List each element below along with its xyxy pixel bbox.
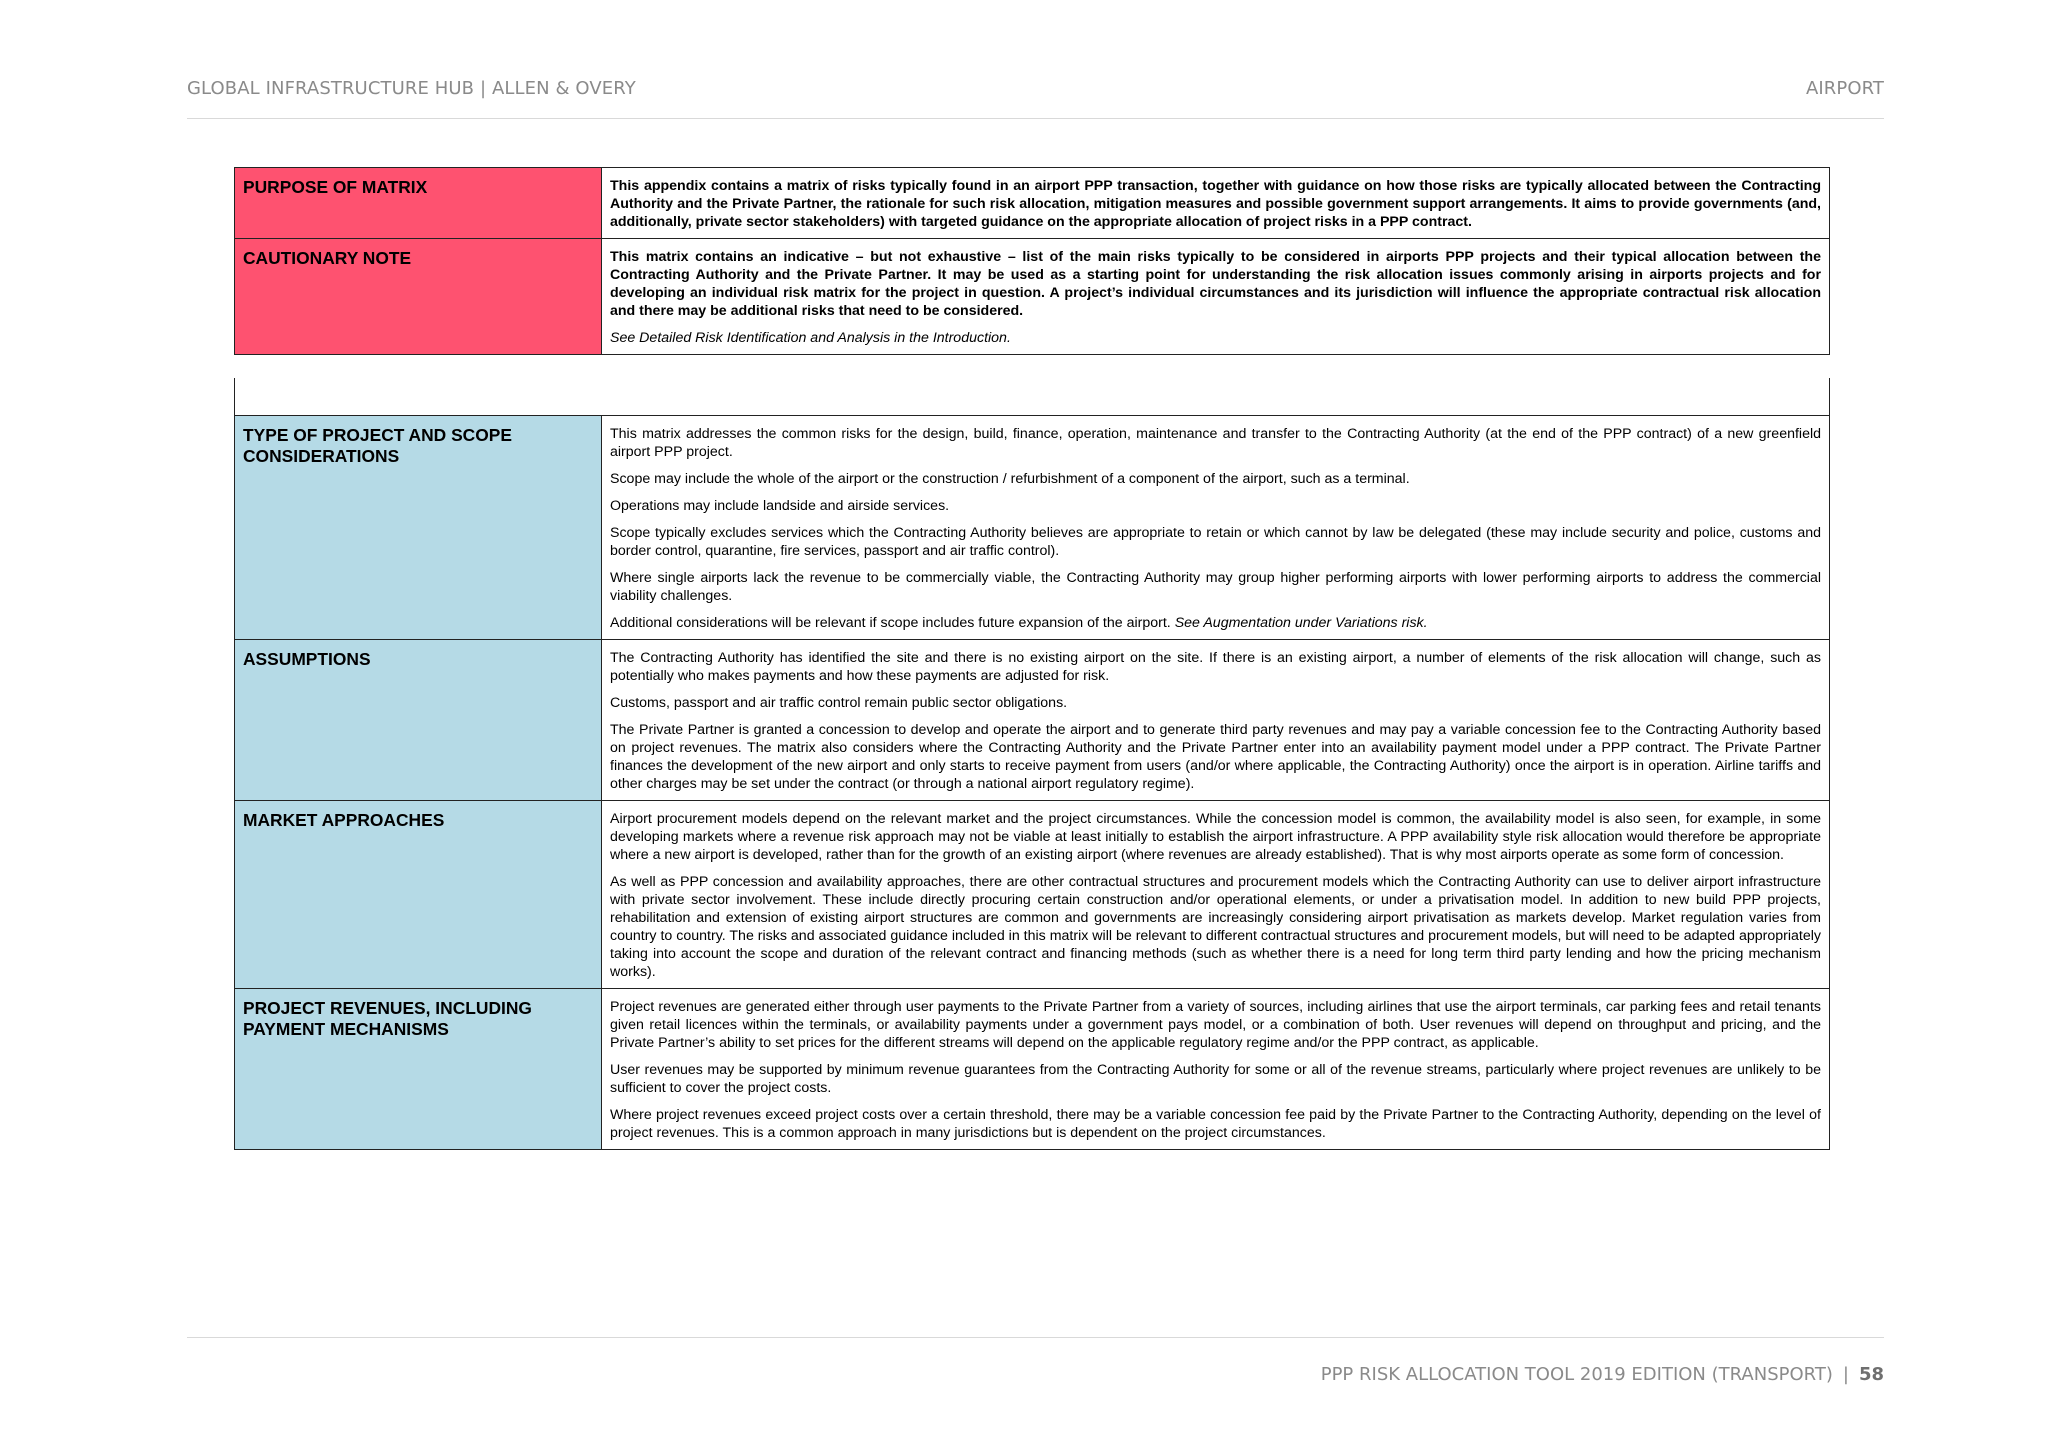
row-label-market-approaches: MARKET APPROACHES [235,801,602,989]
header-section: AIRPORT [1805,78,1884,99]
row-label-project-revenues: PROJECT REVENUES, INCLUDING PAYMENT MECHANISMS [235,989,602,1150]
row-content-market-approaches [602,801,1830,989]
paragraph: Where project revenues exceed project costs over a certain threshold, there may be a variable concession fee paid by the Private Partner to the Contracting Authority, depending on the level of project revenues. This is a common approach in many jurisdictions but is dependent on the project circumstances. [610,1107,1821,1141]
matrix-scope-table [234,415,1830,1150]
table-row [235,989,1830,1150]
row-content-purpose [602,168,1830,239]
row-label-cautionary-note: CAUTIONARY NOTE [235,239,602,355]
footer-title: PPP RISK ALLOCATION TOOL 2019 EDITION (TRANSPORT) [1320,1364,1833,1385]
table-row [235,640,1830,801]
paragraph [610,614,1821,632]
paragraph: Where single airports lack the revenue to be commercially viable, the Contracting Authority may group higher performing airports with lower performing airports to address the commercial viability challenges. [610,570,1821,604]
footer-separator: | [1842,1364,1849,1385]
paragraph: As well as PPP concession and availability approaches, there are other contractual structures and procurement models which the Contracting Authority can use to deliver airport infrastructure with private sector involvement. These include directly procuring certain construction and/or operational elements, or under a privatisation model. In addition to new build PPP projects, rehabilitation and extension of existing airport structures are common and governments are increasingly considering airport privatisation as markets develop. Market regulation varies from country to country. The risks and associated guidance included in this matrix will be relevant to different contractual structures and procurement models, but will need to be adapted appropriately taking into account the scope and duration of the relevant contract and financing methods (such as whether there is a need for long term third party lending and how the pricing mechanism works). [610,874,1821,980]
cross-reference: See Augmentation under Variations risk. [1174,615,1428,631]
header-publisher: GLOBAL INFRASTRUCTURE HUB | ALLEN & OVERY [187,78,636,99]
paragraph: This matrix contains an indicative – but not exhaustive – list of the main risks typically to be considered in airports PPP projects and their typical allocation between the Contracting Authority and the Private Partner. It may be used as a starting point for understanding the risk allocation issues commonly arising in airports projects and for developing an individual risk matrix for the project in question. A project’s individual circumstances and its jurisdiction will influence the appropriate contractual risk allocation and there may be additional risks that need to be considered. [610,249,1821,319]
page-footer [187,1337,1884,1388]
paragraph: Scope typically excludes services which the Contracting Authority believes are appropriate to retain or which cannot by law be delegated (these may include security and police, customs and border control, quarantine, fire services, passport and air traffic control). [610,525,1821,559]
table-row [235,239,1830,355]
paragraph: Airport procurement models depend on the relevant market and the project circumstances. While the concession model is common, the availability model is also seen, for example, in some developing markets where a revenue risk approach may not be viable at least initially to establish the airport infrastructure. A PPP availability style risk allocation would therefore be appropriate where a new airport is developed, rather than for the growth of an existing airport (where revenues are already established). That is why most airports operate as some form of concession. [610,811,1821,863]
paragraph: Customs, passport and air traffic control remain public sector obligations. [610,695,1068,711]
page-number: 58 [1858,1364,1884,1385]
paragraph: User revenues may be supported by minimum revenue guarantees from the Contracting Authority for some or all of the revenue streams, particularly where project revenues are unlikely to be sufficient to cover the project costs. [610,1062,1821,1096]
paragraph: The Contracting Authority has identified the site and there is no existing airport on the site. If there is an existing airport, a number of elements of the risk allocation will change, such as potentially who makes payments and how these payments are adjusted for risk. [610,650,1821,684]
table-spacer [234,378,1830,415]
footer-text [1321,1364,1884,1385]
paragraph: This matrix addresses the common risks for the design, build, finance, operation, maintenance and transfer to the Contracting Authority (at the end of the PPP contract) of a new greenfield airport PPP project. [610,426,1821,460]
row-content-assumptions [602,640,1830,801]
paragraph: Operations may include landside and airside services. [610,498,950,514]
row-content-type-of-project [602,416,1830,640]
row-label-purpose: PURPOSE OF MATRIX [235,168,602,239]
cross-reference: See Detailed Risk Identification and Analysis in the Introduction. [610,330,1011,346]
row-label-type-of-project: TYPE OF PROJECT AND SCOPE CONSIDERATIONS [235,416,602,640]
row-content-cautionary-note [602,239,1830,355]
paragraph: Project revenues are generated either through user payments to the Private Partner from a variety of sources, including airlines that use the airport terminals, car parking fees and retail tenants given retail licences within the terminals, or availability payments under a government pays model, or a combination of both. User revenues will depend on throughput and pricing, and the Private Partner’s ability to set prices for the different streams will depend on the applicable regulatory regime and/or the PPP contract, as applicable. [610,999,1821,1051]
table-row [235,801,1830,989]
page-header [187,74,1884,119]
row-label-assumptions: ASSUMPTIONS [235,640,602,801]
table-row [235,416,1830,640]
paragraph-text: Additional considerations will be relevant if scope includes future expansion of the airport. [610,615,1171,631]
paragraph: This appendix contains a matrix of risks typically found in an airport PPP transaction, together with guidance on how those risks are typically allocated between the Contracting Authority and the Private Partner, the rationale for such risk allocation, mitigation measures and possible government support arrangements. It aims to provide governments (and, additionally, private sector stakeholders) with targeted guidance on the appropriate allocation of project risks in a PPP contract. [610,178,1821,230]
row-content-project-revenues [602,989,1830,1150]
paragraph: The Private Partner is granted a concession to develop and operate the airport and to generate third party revenues and may pay a variable concession fee to the Contracting Authority based on project revenues. The matrix also considers where the Contracting Authority and the Private Partner enter into an availability payment model under a PPP contract. The Private Partner finances the development of the new airport and only starts to receive payment from users (and/or where applicable, the Contracting Authority) once the airport is in operation. Airline tariffs and other charges may be set under the contract (or through a national airport regulatory regime). [610,722,1821,792]
table-row [235,168,1830,239]
matrix-intro-table [234,167,1830,355]
paragraph: Scope may include the whole of the airport or the construction / refurbishment of a component of the airport, such as a terminal. [610,471,1410,487]
